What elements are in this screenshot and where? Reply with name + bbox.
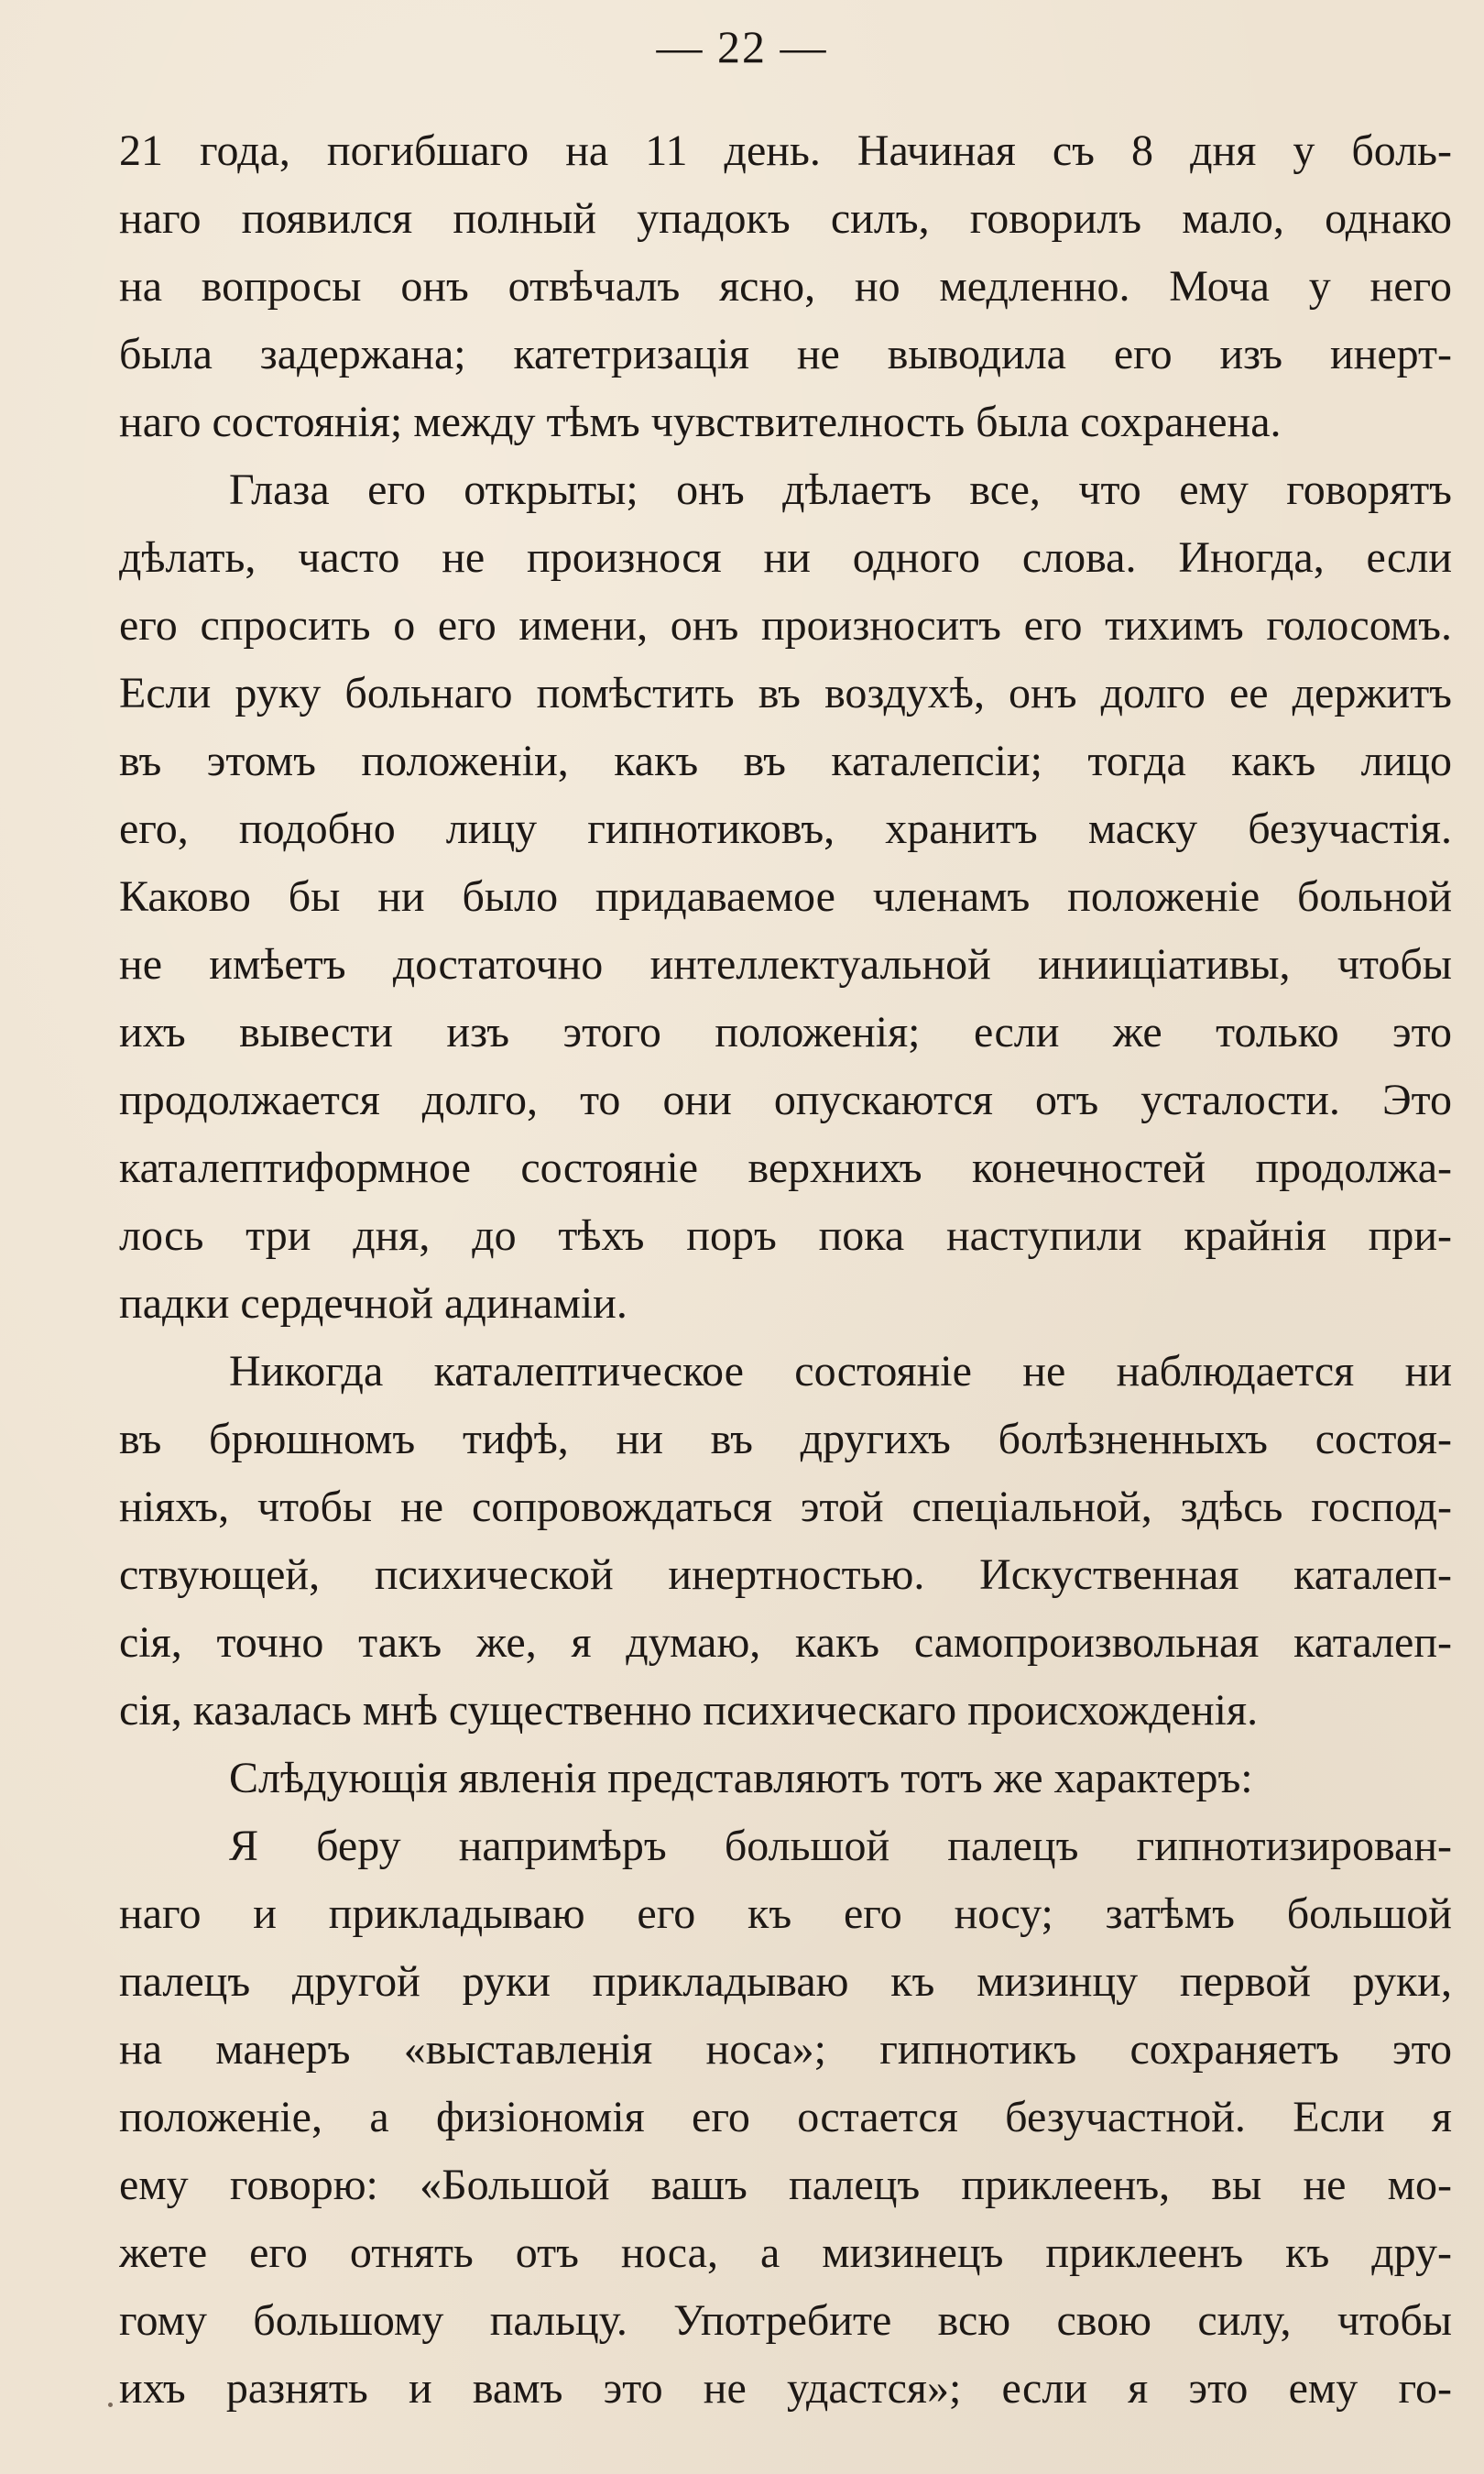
text-line: гому большому пальцу. Употребите всю свою силу, чтобы xyxy=(119,2296,1452,2345)
text-line: наго появился полный упадокъ силъ, говорилъ мало, однако xyxy=(119,194,1452,243)
text-line: была задержана; катетризація не выводила его изъ инерт- xyxy=(119,330,1452,378)
text-line: 21 года, погибшаго на 11 день. Начиная съ 8 дня у боль- xyxy=(119,126,1452,175)
text-line: въ этомъ положеніи, какъ въ каталепсіи; тогда какъ лицо xyxy=(119,737,1452,785)
text-line: его, подобно лицу гипнотиковъ, хранитъ маску безучастія. xyxy=(119,805,1452,853)
text-line: жете его отнять отъ носа, а мизинецъ приклеенъ къ дру- xyxy=(119,2228,1452,2277)
text-line: его спросить о его имени, онъ произноситъ его тихимъ голосомъ. xyxy=(119,601,1452,650)
text-line: наго и прикладываю его къ его носу; затѣмъ большой xyxy=(119,1889,1452,1938)
text-line: продолжается долго, то они опускаются отъ усталости. Это xyxy=(119,1076,1452,1124)
text-line: на манеръ «выставленія носа»; гипнотикъ сохраняетъ это xyxy=(119,2025,1452,2074)
text-line: въ брюшномъ тифѣ, ни въ другихъ болѣзненныхъ состоя- xyxy=(119,1415,1452,1463)
text-line: ихъ вывести изъ этого положенія; если же только это xyxy=(119,1008,1452,1056)
text-line: Каково бы ни было придаваемое членамъ положеніе больной xyxy=(119,872,1452,921)
body-text xyxy=(119,117,1452,2423)
print-speck xyxy=(108,2403,113,2407)
text-line: лось три дня, до тѣхъ поръ пока наступили крайнія при- xyxy=(119,1211,1452,1260)
text-line: Никогда каталептическое состояніе не наблюдается ни xyxy=(229,1347,1452,1396)
text-line: дѣлать, часто не произнося ни одного слова. Иногда, если xyxy=(119,533,1452,582)
text-line: палецъ другой руки прикладываю къ мизинцу первой руки, xyxy=(119,1957,1452,2006)
text-line: сія, точно такъ же, я думаю, какъ самопроизвольная каталеп- xyxy=(119,1618,1452,1667)
text-line: ствующей, психической инертностью. Искуственная каталеп- xyxy=(119,1550,1452,1599)
text-line: сія, казалась мнѣ существенно психическаго происхожденія. xyxy=(119,1686,1259,1735)
text-line: положеніе, а физіономія его остается безучастной. Если я xyxy=(119,2093,1452,2141)
text-line: Слѣдующія явленія представляютъ тотъ же характеръ: xyxy=(229,1754,1253,1802)
text-line: Глаза его открыты; онъ дѣлаетъ все, что ему говорятъ xyxy=(229,465,1452,514)
text-line: наго состоянія; между тѣмъ чувствителность была сохранена. xyxy=(119,398,1282,446)
text-line: падки сердечной адинаміи. xyxy=(119,1279,627,1328)
text-line: ихъ разнять и вамъ это не удастся»; если я это ему го- xyxy=(119,2364,1452,2413)
text-line: Если руку больнаго помѣстить въ воздухѣ, онъ долго ее держитъ xyxy=(119,669,1452,717)
text-line: ему говорю: «Большой вашъ палецъ приклеенъ, вы не мо- xyxy=(119,2161,1452,2209)
text-line: ніяхъ, чтобы не сопровождаться этой спеціальной, здѣсь господ- xyxy=(119,1483,1452,1531)
page-number: — 22 — xyxy=(656,21,828,72)
text-line: не имѣетъ достаточно интеллектуальной инииціативы, чтобы xyxy=(119,940,1452,989)
text-line: на вопросы онъ отвѣчалъ ясно, но медленно. Моча у него xyxy=(119,262,1452,311)
text-line: каталептиформное состояніе верхнихъ конечностей продолжа- xyxy=(119,1144,1452,1192)
text-line: Я беру напримѣръ большой палецъ гипнотизирован- xyxy=(229,1822,1452,1870)
